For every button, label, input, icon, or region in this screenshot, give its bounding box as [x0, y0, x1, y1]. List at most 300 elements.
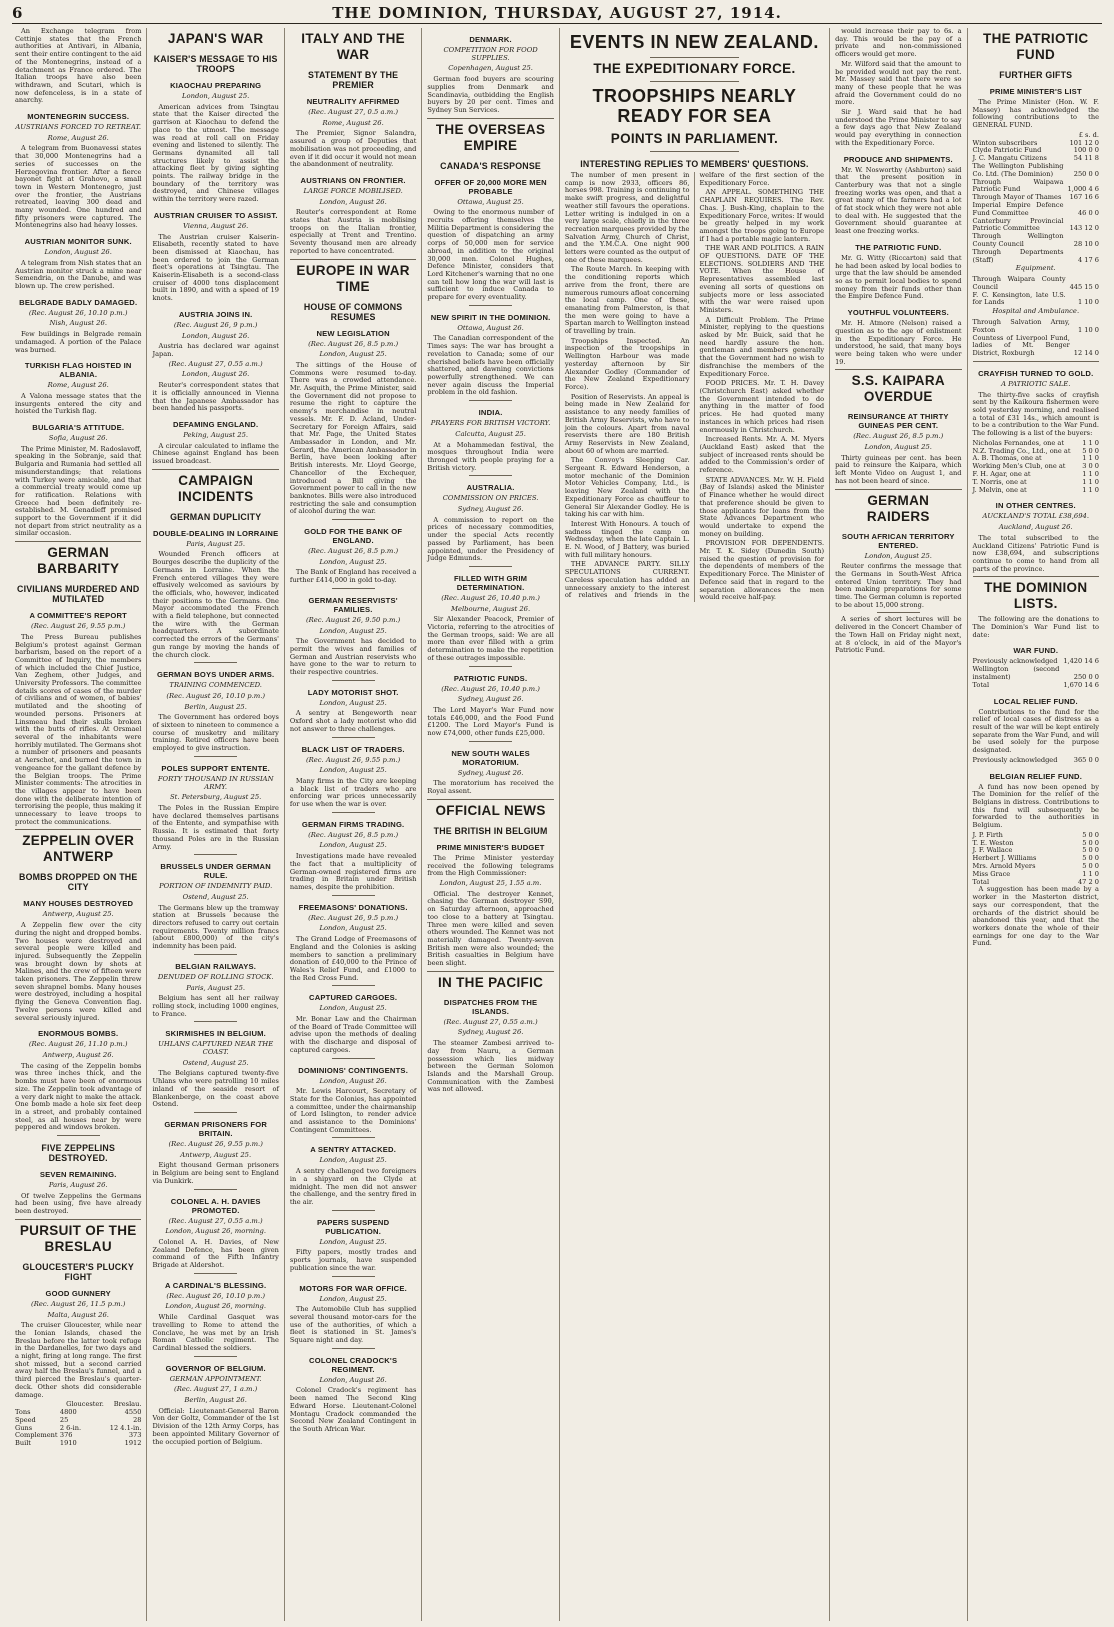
headline-kaipara: S.S. KAIPARA OVERDUE [851, 373, 945, 405]
article-headline: COLONEL CRADOCK'S REGIMENT. [309, 1355, 398, 1374]
article-subhead: PRAYERS FOR BRITISH VICTORY. [430, 419, 551, 428]
headline-dominion-lists: THE DOMINION LISTS. [984, 580, 1088, 612]
divider [973, 576, 1099, 577]
received-line: (Rec. August 26, 8.5 p.m.) [308, 830, 399, 839]
article-body: Colonel A. H. Davies, of New Zealand Defence, has been given command of the Fifth Infantry Brigade at Aldershot. [152, 1237, 279, 1270]
table-cell: 1 1 0 [1082, 470, 1099, 479]
article-body: The moratorium has received the Royal assent. [427, 779, 554, 796]
table-cell: Miss Grace [972, 869, 1011, 878]
total-row: Total 1,670 14 6 [972, 680, 1099, 689]
table-cell: J. C. Mangatu Citizens [972, 154, 1047, 163]
table-row [973, 292, 1099, 308]
table-cell: 445 15 0 [1069, 282, 1099, 291]
article-headline: LADY MOTORIST SHOT. [307, 687, 399, 697]
dateline: Ottawa, August 25. [457, 197, 524, 206]
dateline: London, August 26. [319, 197, 387, 206]
subhead-expeditionary: THE EXPEDITIONARY FORCE. [593, 61, 796, 76]
headline-belgian-relief: BELGIAN RELIEF FUND. [989, 771, 1083, 781]
table-cell: 250 0 0 [1073, 169, 1099, 178]
article-body: A sentry challenged two foreigners in a shipyard on the Clyde at midnight. The men did not answer the challenge, and the sentry fired in the air. [289, 1167, 417, 1206]
article-paragraph: STATE ADVANCES. Mr. W. H. Field (Bay of Islands) asked the Minister of Finance whether he would direct that preference should be given to those applicants for loans from the State Advances Department who would undertake to expend the money on building. [699, 475, 825, 538]
divider [194, 1273, 237, 1274]
article-headline: DOMINIONS' CONTINGENTS. [298, 1065, 409, 1075]
received-line: (Rec. August 27, 0.55 a.m.) [443, 1017, 538, 1026]
table-cell: Through Departments (Staff) [972, 247, 1064, 264]
divider [332, 985, 375, 986]
table-cell: 1 10 0 [1077, 298, 1099, 307]
table-cell: N.Z. Trading Co., Ltd., one at [972, 446, 1071, 455]
article-body: Mr. G. Witty (Riccarton) said that he had been asked by local bodies to urge that the law should be amended so as to permit local bodies to spend money from their funds other than the Empire Defence Fund. [835, 253, 962, 301]
divider [332, 680, 375, 681]
divider [332, 737, 375, 738]
received-line: (Rec. August 27, 0.5 a.m.) [308, 108, 398, 116]
divider [194, 1189, 237, 1190]
article-paragraph: FOOD PRICES. Mr. T. H. Davey (Christchurch East) asked whether the Government intended to do anything in the matter of food prices. He had quoted many instances in which prices had risen enormously in Christchurch. [699, 379, 825, 434]
table-cell: 100 0 0 [1073, 146, 1099, 155]
article-headline: BULGARIA'S ATTITUDE. [32, 423, 125, 433]
dateline: London, August 25. [319, 1156, 387, 1165]
table-cell: 1 1 0 [1082, 869, 1099, 878]
divider [427, 799, 553, 800]
subhead-bombs: BOMBS DROPPED ON THE CITY [19, 872, 138, 893]
headline-breslau: PURSUIT OF THE BRESLAU [19, 1222, 137, 1254]
table-cell: 5 0 0 [1082, 830, 1099, 839]
table-cell: Imperial Empire Defence Fund Committee [972, 200, 1064, 217]
divider [290, 259, 416, 260]
table-cell: Previously acknowledged [972, 657, 1058, 666]
dateline: Sydney, August 26. [457, 768, 524, 777]
article-body: Reuter's correspondent at Rome states that Austria is mobilising troops on the Italian frontier, especially at Trent and Trentino. Seventy thousand men are already reported to have concentrated. [289, 208, 417, 255]
dateline: Ottawa, August 26. [457, 323, 524, 332]
subhead-war-fund: WAR FUND. [1013, 646, 1059, 656]
dateline: Calcutta, August 25. [455, 429, 526, 438]
divider [650, 151, 738, 152]
article-headline: TURKISH FLAG HOISTED IN ALBANIA. [24, 361, 132, 380]
table-cell: Mrs. Arnold Myers [972, 862, 1036, 871]
table-cell: Working Men's Club, one at [972, 462, 1066, 471]
received-line: (Rec. August 26, 9.5 p.m.) [308, 913, 399, 922]
divider [835, 369, 961, 370]
subhead-enormous: ENORMOUS BOMBS. [38, 1029, 119, 1039]
article-body: Official. The destroyer Kennet, chasing the German destroyer S90, on Saturday afternoon, approached too close to a battery at Tsingtau. Three men were killed and seven others wounded. The Kennet was not materially damaged. Twenty-seven British men were also wounded; the British casualties in Belgium have been slight. [427, 889, 554, 968]
dateline: Copenhagen, August 25. [448, 64, 533, 73]
article-headline: BLACK LIST OF TRADERS. [301, 744, 405, 754]
article-body: The casing of the Zeppelin bombs was three inches thick, and the bombs must have been of enormous size. The Zeppelin took advantage of a very dark night to make the attack. One bomb made a hole six feet deep in a street, and probably contained steel, as all houses near by were peppered and windows broken. [15, 1061, 142, 1132]
article-body: Of twelve Zeppelins the Germans had been using, five have already been destroyed. [15, 1191, 142, 1216]
article-headline: BELGIAN RAILWAYS. [175, 961, 257, 971]
article-paragraph: Increased Rents. Mr. A. M. Myers (Auckland East) asked that the subject of increased rents should be added to the Commission's order of reference. [699, 435, 825, 475]
received-line: (Rec. August 26, 8.5 p.m.) [308, 547, 399, 556]
dateline: Antwerp, August 26. [42, 1050, 114, 1059]
article-headline: GERMAN BOYS UNDER ARMS. [156, 670, 275, 680]
article-headline: GERMAN RESERVISTS' FAMILIES. [308, 595, 398, 614]
table-cell: Through Mayor of Thames [972, 193, 1062, 202]
article-paragraph: Interest With Honours. A touch of sadness tinged the camp on Wednesday, when the late Captain L. E. N. Wood, of J Battery, was buried with full military honours. [564, 519, 690, 559]
table-cell: Through Wellington County Council [972, 232, 1064, 248]
article-body: Many firms in the City are keeping a black list of traders who are enforcing war prices unnecessarily for use when the war is over. [289, 776, 417, 809]
article-body: Mr. W. Nosworthy (Ashburton) said that the present position in Canterbury was that not a single freezing works was open, and that a great many of the farmers had a lot of fat stock which they were not able to deal with. He suggested that the Government should guarantee at least one freezing works. [835, 165, 962, 236]
article-body: The Germans blew up the tramway station at Brussels because the directors refused to carry out certain requirements. Twenty million francs (about £800,000) of the city's indemnity has been paid. [152, 903, 279, 951]
dateline: London, August 26, morning. [165, 1227, 267, 1236]
headline-overseas: THE OVERSEAS EMPIRE [435, 121, 546, 153]
subhead-replies: INTERESTING REPLIES TO MEMBERS' QUESTIONS. [580, 159, 809, 169]
received-line: (Rec. August 26, 9.55 p.m.) [305, 755, 401, 764]
article-body: Mr. Bonar Law and the Chairman of the Board of Trade Committee will advise upon the methods of dealing with the discharge and disposal of captured cargoes. [289, 1015, 417, 1054]
dateline: London, August 26. [319, 1076, 387, 1085]
table-cell: Clyde Patriotic Fund [972, 146, 1042, 155]
received-line: (Rec. August 26, 10.10 p.m.) [166, 1291, 266, 1300]
dateline: St. Petersburg, August 25. [170, 793, 262, 802]
table-cell: 1910 [59, 1439, 77, 1448]
article-body: American advices from Tsingtau state that the Kaiser directed the garrison at Kiaochau to defend the place to the utmost. The message was read at roll call on Friday evening and listened to silently. The Germans dynamited all tall structures likely to assist the attacking fleet by giving sighting points. The railway bridge in the boundary of the territory was destroyed, and Chinese villages within the territory were razed. [152, 102, 279, 204]
table-row [973, 666, 1099, 682]
table-cell: 46 0 0 [1077, 208, 1099, 217]
table-cell: 5 0 0 [1082, 838, 1099, 847]
article-body: At a Mohammedan festival, the mosques throughout India were thronged with people praying for a British victory. [427, 440, 554, 472]
headline-italy: ITALY AND THE WAR [301, 31, 405, 62]
subhead-sa-territory: SOUTH AFRICAN TERRITORY ENTERED. [841, 531, 955, 550]
headline-nz-events: EVENTS IN NEW ZEALAND. [569, 32, 819, 52]
dateline: Rome, August 26. [322, 118, 384, 127]
table-cell: 3 0 0 [1082, 462, 1099, 471]
table-cell: 12 14 0 [1073, 349, 1099, 358]
article-headline: AUSTRALIA. [466, 483, 515, 493]
war-fund-table [973, 658, 1099, 689]
article-subhead: TRAINING COMMENCED. [169, 681, 262, 690]
dateline: Sydney, August 26. [457, 1028, 524, 1037]
column-7 [830, 28, 967, 1621]
dateline: Antwerp, August 25. [180, 1150, 252, 1159]
headline-zeppelin: ZEPPELIN OVER ANTWERP [22, 833, 135, 865]
article-body: Wounded French officers at Bourges describe the duplicity of the Germans in Lorraine. When the French entered villages they were effusively welcomed as saviours by the officials, who, however, indicated their positions to the Germans. One Mayor accommodated the French with a field telephone, but connected the wire with the German headquarters. A subordinate corrected the errors of the Germans' gun range by moving the hands of the church clock. [152, 550, 279, 659]
divider [427, 971, 553, 972]
article-paragraph: Mr. Wilford said that the amount to be provided would not pay the rent. Mr. Massey said that there were so many of these people that he was afraid the Government could do no more. [835, 59, 962, 107]
article-body: Eight thousand German prisoners in Belgium are being sent to England via Dunkirk. [152, 1161, 279, 1185]
article-headline: FILLED WITH GRIM DETERMINATION. [453, 573, 528, 592]
table-cell: Speed [15, 1415, 36, 1424]
dateline: London, August 25. [319, 350, 387, 359]
divider [332, 1276, 375, 1277]
table-cell: Complement [15, 1431, 58, 1440]
article-headline: BELGRADE BADLY DAMAGED. [19, 297, 138, 307]
subhead-budget: PRIME MINISTER'S BUDGET [436, 842, 545, 852]
divider [469, 741, 512, 742]
divider [650, 57, 738, 58]
col2-more-items [152, 662, 278, 1446]
article-body: Mr. H. Atmore (Nelson) raised a question as to the age of enlistment in the Expeditionary Force. He understood, he said, that many boys were being taken who were under 19. [835, 319, 962, 366]
dateline: London, August 25. [182, 92, 250, 100]
article-body: A telegram from Buonavessi states that 30,000 Montenegrins had a series of successes on the Herzegovina frontier. After a fierce bayonet fight at Grahovo, a small town in Western Montenegro, just over the frontier, the Austrians retreated, leaving 300 dead and many wounded. One hundred and fifty prisoners were captured. The Montenegrins also had heavy losses. [15, 144, 142, 230]
article-headline: BRUSSELS UNDER GERMAN RULE. [160, 862, 271, 881]
subhead-seven: SEVEN REMAINING. [39, 1170, 117, 1180]
article-headline: NEW SPIRIT IN THE DOMINION. [430, 312, 551, 322]
article-body: Thirty guineas per cent. has been paid to reinsure the Kaipara, which left Monte Video on August 1, and has not been heard of since. [835, 453, 962, 485]
equipment-label: Equipment. [1015, 264, 1056, 273]
article-body: Belgium has sent all her railway rolling stock, including 1000 engines, to France. [152, 994, 279, 1018]
table-cell: 1 1 0 [1082, 454, 1099, 463]
dateline: London, August 25. [864, 443, 932, 452]
article-paragraph: Troopships Inspected. An inspection of the troopships in Wellington Harbour was made yesterday afternoon by Sir Alexander Godley (Commander of the New Zealand Expeditionary Force). [564, 336, 690, 391]
article-body: A commission to report on the prices of necessary commodities, under the special Acts recently passed by Parliament, has been appointed, under the Presidency of Judge Edmunds. [427, 515, 554, 563]
hospital-label: Hospital and Ambulance. [992, 307, 1080, 316]
dateline: Paris, August 25. [186, 539, 246, 548]
table-cell: 28 10 0 [1073, 239, 1099, 248]
article-body: Few buildings in Belgrade remain undamaged. A portion of the Palace was burned. [15, 330, 142, 354]
table-cell: 25 [59, 1415, 69, 1424]
divider [194, 1356, 237, 1357]
article-headline: MONTENEGRIN SUCCESS. [27, 112, 130, 122]
article-body: The thirty-five sacks of crayfish sent by the Kaikoura fishermen were sold yesterday morning, and realised a total of £31 14s., which amount is to be a contribution to the War Fund. The following is a list of the buyers: [972, 390, 1099, 438]
headline-local-relief: LOCAL RELIEF FUND. [993, 696, 1078, 706]
divider [650, 81, 738, 82]
headline-youthful: YOUTHFUL VOLUNTEERS. [847, 308, 949, 318]
article-headline: GOLD FOR THE BANK OF ENGLAND. [304, 527, 403, 546]
article-body: Official: Lieutenant-General Baron Von der Goltz, Commander of the 1st Division of the 12th Army Corps, has been appointed Military Governor of the occupied portion of Belgium. [152, 1406, 279, 1446]
dateline: London, August 25. [319, 924, 387, 933]
article-headline: AUSTRIAN CRUISER TO ASSIST. [153, 210, 278, 220]
article-body: A Zeppelin flew over the city during the night and dropped bombs. Two houses were destroyed and several people were killed and injured. Subsequently the Zeppelin was brought down by shots at Malines, and the crew of fifteen were taken prisoners. The Zeppelin threw seven shrapnel bombs. Many houses were destroyed, including a hospital flying the Geneva Convention flag. Twelve persons were killed and several seriously injured. [15, 921, 142, 1022]
table-row [973, 163, 1099, 179]
headline-other-centres: IN OTHER CENTRES. [995, 501, 1076, 511]
article-subhead: (Rec. August 26, 10.10 p.m.) [28, 308, 128, 317]
divider [427, 118, 553, 119]
article-body: Sir Alexander Peacock, Premier of Victoria, referring to the atrocities of the German troops, said: We are all more than ever filled with a grim determination to make the repetition of these outrages impossible. [427, 615, 554, 662]
article-body: The Austrian cruiser Kaiserin-Elisabeth, recently stated to have been dismissed at Kiaochau, has been ordered to join the German fleet's operations at Tsingtau. The Kaiserin-Elisabeth is a second-class cruiser of 4000 tons displacement built in 1890, and with a speed of 19 knots. [152, 232, 279, 303]
article-body: Reuter's correspondent states that it is officially announced in Vienna that the Japanese Ambassador has been handed his passports. [152, 381, 279, 413]
lsd-header: £ s. d. [1078, 130, 1099, 139]
article-headline: GERMAN PRISONERS FOR BRITAIN. [164, 1119, 268, 1138]
article-paragraph: THE WAR AND POLITICS. A RAIN OF QUESTIONS. DATE OF THE ELECTIONS. SOLDIERS AND THE VOTE. When the House of Representatives assembled last evening all sorts of questions on subjects more or less associated with the war were raised upon Ministers. [699, 244, 825, 314]
dateline: London, August 26, morning. [165, 1302, 267, 1311]
divider [194, 954, 237, 955]
dateline: London, August 25. [864, 551, 932, 560]
table-cell: 1,000 4 6 [1067, 185, 1099, 194]
equipment-table [973, 276, 1099, 307]
table-cell: 167 16 6 [1069, 193, 1099, 202]
dateline: Sofia, August 26. [48, 434, 108, 443]
table-cell: 5 0 0 [1082, 846, 1099, 855]
subhead: AUCKLAND'S TOTAL £38,694. [982, 512, 1090, 521]
article-headline: INDIA. [478, 408, 503, 418]
subhead: COMPETITION FOR FOOD SUPPLIES. [443, 46, 538, 62]
received-line: (Rec. August 26, 9.55 p.m.) [168, 1139, 263, 1148]
article-subhead: UHLANS CAPTURED NEAR THE COAST. [158, 1040, 274, 1057]
article-intro: An Exchange telegram from Cettinje states that the French authorities at Antivari, in Albania, sent their entire contingent to the aid of the Montenegrins, instead of a detachment as France ordered. The Italian troops have also been withdrawn, and Scutari, which is now defenceless, is in a state of anarchy. [15, 28, 142, 105]
subhead-reinsurance: REINSURANCE AT THIRTY GUINEAS PER CENT. [847, 412, 949, 431]
article-body: The Belgians captured twenty-five Uhlans who were patrolling 10 miles inland of the seaside resort of Blankenberge, on the coast above Ostend. [152, 1069, 279, 1109]
table-cell: Through Waipawa Patriotic Fund [972, 177, 1064, 194]
article-paragraph: THE ADVANCE PARTY. SILLY SPECULATIONS CURRENT. Careless speculation has added an unnecessary anxiety to the interest of relatives and friends in the welfare of the first section of the Expeditionary Force. [564, 171, 825, 600]
table-cell: 1,420 14 6 [1063, 657, 1099, 666]
subhead-kiaochau: KIAOCHAU PREPARING [170, 81, 262, 90]
subhead-parliament: POINTS IN PARLIAMENT. [610, 131, 779, 146]
table-row [973, 319, 1099, 335]
article-headline: GERMAN FIRMS TRADING. [301, 819, 405, 829]
table-cell: 1 1 0 [1082, 438, 1099, 447]
article-body: Reuter confirms the message that the Germans in South-West Africa entered Union territory. They had been making preparations for some time. The German column is reported to be about 15,000 strong. [835, 562, 962, 609]
table-row [973, 233, 1099, 249]
dateline: Berlin, August 26. [184, 1396, 247, 1405]
table-cell: Herbert J. Williams [972, 854, 1037, 863]
article-body: The Prime Minister, M. Radoslavoff, speaking in the Sobranje, said that Bulgaria and Rumania had settled all misunderstandings; that relations with Turkey were amicable, and that a commercial treaty would come up for ratification. Relations with Greece had been definitely re-established. M. Genadieff promised support to the Government if it did not depart from strict neutrality as a similar occasion. [15, 444, 142, 538]
article-headline: GOVERNOR OF BELGIUM. [165, 1363, 266, 1373]
headline-campaign: CAMPAIGN INCIDENTS [177, 472, 254, 504]
subhead-neutrality: NEUTRALITY AFFIRMED [306, 97, 400, 106]
divider [194, 1021, 237, 1022]
divider [194, 756, 237, 757]
belgian-fund-table [973, 832, 1099, 887]
total-row: Total 47 2 0 [972, 877, 1099, 886]
article-headline: COLONEL A. H. DAVIES PROMOTED. [170, 1196, 261, 1215]
dateline: Auckland, August 26. [998, 523, 1073, 532]
table-cell: 2 6-in. [59, 1423, 82, 1432]
table-cell: 54 11 8 [1073, 154, 1099, 163]
general-fund-table [973, 132, 1099, 265]
dateline: Rome, August 26. [47, 133, 109, 142]
article-body: Owing to the enormous number of recruits offering themselves the Militia Department is considering the question of dispatching an army corps of 50,000 men for service abroad, in addition to the original 30,000 men. Colonel Hughes, Defence Minister, considers that Lord Kitchener's warning that no one can tell how long the war will last is sufficient to induce Canada to prepare for every eventuality. [427, 208, 554, 302]
table-cell: Built [15, 1439, 31, 1448]
article-subhead: (Rec. August 27, 0.55 a.m.) [168, 359, 263, 368]
table-row [973, 218, 1099, 234]
divider [469, 566, 512, 567]
article-headline: A SENTRY ATTACKED. [310, 1145, 397, 1155]
dateline: London, August 25, 1.55 a.m. [439, 879, 542, 887]
divider [332, 1210, 375, 1211]
article-body: The cruiser Gloucester, while near the Ionian Islands, chased the Breslau before the latter took refuge in the Dardanelles, for two days and a night, firing at long range. The first shot missed, but a second carried away half the Breslau's funnel, and a third pierced the Breslau's quarter-deck. Other shots did considerable damage. [15, 1321, 142, 1399]
dateline: Paris, August 26. [48, 1181, 108, 1190]
table-row [973, 179, 1099, 195]
received-line: (Rec. August 26, 9.55 p.m.) [31, 622, 126, 631]
table-cell: 1 10 0 [1077, 325, 1099, 334]
subhead: LARGE FORCE MOBILISED. [303, 186, 403, 195]
headline-japan: JAPAN'S WAR [167, 31, 264, 46]
col2-items [152, 211, 278, 466]
divider [332, 1348, 375, 1349]
article-headline: NEW SOUTH WALES MORATORIUM. [451, 748, 530, 767]
received-line: (Rec. August 26, 9.50 p.m.) [305, 615, 401, 624]
headline-crayfish: CRAYFISH TURNED TO GOLD. [978, 368, 1094, 378]
article-paragraph: Sir J. Ward said that he had understood the Prime Minister to say a few days ago that New Zealand would pay everything in connection with the Expeditionary Force. [835, 108, 962, 147]
table-row [973, 202, 1099, 218]
column-nz-events [560, 28, 830, 1621]
article-body: A fund has now been opened by The Dominion for the relief of the Belgians in distress. Contributions to this fund will subsequently be forwarded to the authorities in Belgium. [972, 782, 1099, 830]
subhead-commons: HOUSE OF COMMONS RESUMES [303, 301, 403, 322]
column-3 [285, 28, 422, 1621]
divider [469, 475, 512, 476]
article-headline: MOTORS FOR WAR OFFICE. [299, 1283, 407, 1293]
table-cell: 4550 [124, 1408, 142, 1417]
article-body: The Grand Lodge of Freemasons of England and the Colonies is asking members to sanction a preliminary donation of £40,000 to the Prince of Wales's Relief Fund, and £1000 to the Red Cross Fund. [289, 935, 417, 982]
headline-produce: PRODUCE AND SHIPMENTS. [843, 154, 953, 164]
headline-five-zeppelins: FIVE ZEPPELINS DESTROYED. [41, 1143, 116, 1164]
article-body: The Lord Mayor's War Fund now totals £46,000, and the Food Fund £1200. The Lord Mayor's Fund is now £74,000, other funds £25,000. [427, 705, 554, 738]
table-cell: 250 0 0 [1073, 673, 1099, 682]
headline-europe: EUROPE IN WAR TIME [296, 262, 410, 294]
article-paragraph: AN APPEAL. SOMETHING THE CHAPLAIN REQUIRES. The Rev. Chas. J. Bush-King, chaplain to the Expeditionary Force, writes: If would be greatly helped in my work amongst the troops going to Europe if I had a portable magic lantern. [699, 188, 825, 243]
article-body: The steamer Zambesi arrived to-day from Nauru, a German possession which lies midway between the German Solomon Islands and the Marshall Group. Communication with the Zambesi was not allowed. [427, 1039, 554, 1094]
dateline: Peking, August 25. [183, 430, 249, 439]
headline-denmark: DENMARK. [469, 35, 512, 44]
article-subhead: DENUDED OF ROLLING STOCK. [157, 972, 274, 981]
article-subhead: PORTION OF INDEMNITY PAID. [159, 882, 273, 891]
article-subhead: COMMISSION ON PRICES. [442, 494, 539, 503]
table-cell: 5 0 0 [1082, 446, 1099, 455]
headline-raiders: GERMAN RAIDERS [866, 492, 930, 524]
table-cell: A. B. Thomas, one at [972, 454, 1042, 463]
article-headline: PAPERS SUSPEND PUBLICATION. [316, 1217, 390, 1236]
article-body: Austria has declared war against Japan. [152, 342, 279, 358]
received-line: (Rec. August 26, 11.5 p.m.) [31, 1299, 126, 1308]
table-cell: Tons [15, 1408, 31, 1417]
article-body: The Canadian correspondent of the Times says: The war has brought a revelation to Canada; some of our cherished beliefs have been officially shattered, and dawning convictions powerfully strengthened. We can never again discuss the Imperial problem in the old fashion. [427, 334, 554, 397]
article-body: A series of short lectures will be delivered in the Concert Chamber of the Town Hall on Friday night next, at 8 o'clock, in aid of the Mayor's Patriotic Fund. [835, 615, 962, 655]
article-body: The following are the donations to The Dominion's War Fund list to date: [972, 615, 1099, 639]
table-cell: The Wellington Publishing Co. Ltd. (The Dominion) [972, 162, 1064, 178]
table-cell: Through Waipara County Council [972, 275, 1066, 291]
headline-frontier: AUSTRIANS ON FRONTIER. [300, 175, 406, 185]
received-line: (Rec. August 26, 11.10 p.m.) [28, 1040, 128, 1049]
article-body: The Prime Minister yesterday received the following telegrams from the High Commissioner: [427, 853, 554, 878]
masthead [12, 3, 1102, 24]
col1-sections [15, 112, 141, 538]
dateline: Sydney, August 26. [457, 695, 524, 704]
dateline: Ostend, August 25. [182, 892, 249, 901]
article-paragraph: PROVISION FOR DEPENDENTS. Mr. T. K. Sidey (Dunedin South) raised the question of provision for the dependents of members of the Expeditionary Force. The Minister of Defence said that in regard to the separation allowances the men would receive half-pay. [699, 539, 825, 602]
dateline: London, August 25. [319, 626, 387, 635]
subhead-dispatches: DISPATCHES FROM THE ISLANDS. [443, 997, 538, 1016]
table-cell: 12 4.1-in. [109, 1423, 142, 1432]
divider [469, 305, 512, 306]
divider [469, 400, 512, 401]
article-body: Fifty papers, mostly trades and sports journals, have suspended publication since the war. [289, 1248, 417, 1272]
dateline: London, August 25. [319, 557, 387, 566]
article-body: The Premier, Signor Salandra, assured a group of Deputies that mobilisation was not proceeding, and even if it did occur it would not mean the abandonment of neutrality. [289, 129, 417, 169]
divider [15, 829, 141, 830]
article-body: A sentry at Bengeworth near Oxford shot a lady motorist who did not answer to three challenges. [289, 709, 417, 733]
headline-barbarity: GERMAN BARBARITY [37, 545, 120, 577]
article-body: The Government has decided to permit the wives and families of German and Austrian reservists who have gone to the war to return to their respective countries. [289, 637, 417, 677]
divider [194, 662, 237, 663]
divider [57, 1135, 100, 1136]
divider [332, 1058, 375, 1059]
table-cell: F. H. Agar, one at [972, 470, 1031, 479]
article-body: The Poles in the Russian Empire have declared themselves partisans of the Entente, and sympathise with Russia. It is estimated that forty thousand Poles are in the Russian Army. [152, 804, 279, 851]
table-row [15, 1440, 141, 1448]
dateline: Paris, August 25. [186, 983, 246, 992]
article-headline: CAPTURED CARGOES. [309, 993, 398, 1003]
table-row [15, 1432, 141, 1440]
column-2 [147, 28, 284, 1621]
divider [152, 469, 278, 470]
hospital-table [973, 319, 1099, 358]
subhead: A PATRIOTIC SALE. [1001, 379, 1071, 388]
article-body: The Automobile Club has supplied several thousand motor-cars for the use of the authorities, of which a fleet is stationed in St. James's Square night and day. [289, 1305, 417, 1345]
headline-pacific: IN THE PACIFIC [437, 974, 544, 990]
dateline: London, August 26. [182, 370, 250, 379]
divider [332, 1137, 375, 1138]
article-paragraph: A Difficult Problem. The Prime Minister, replying to the questions asked by Mr. Buick, said that he need hardly assure the hon. gentleman and members generally that the Government had no wish to disfranchise the members of the Expeditionary Force. [699, 315, 825, 378]
table-row [973, 487, 1099, 495]
subhead-kaiser: KAISER'S MESSAGE TO HIS TROOPS [153, 54, 278, 74]
dateline: London, August 25. [319, 841, 387, 850]
article-body: The Bank of England has received a further £414,000 in gold to-day. [289, 568, 417, 585]
headline-official: OFFICIAL NEWS [435, 802, 546, 818]
received-line: (Rec. August 26, 10.40 p.m.) [441, 684, 540, 693]
received-line: (Rec. August 26, 8.5 p.m.) [853, 432, 944, 441]
dateline: Berlin, August 25. [184, 702, 247, 711]
table-cell: 1912 [124, 1439, 142, 1448]
subhead-premier: STATEMENT BY THE PREMIER [308, 70, 399, 90]
